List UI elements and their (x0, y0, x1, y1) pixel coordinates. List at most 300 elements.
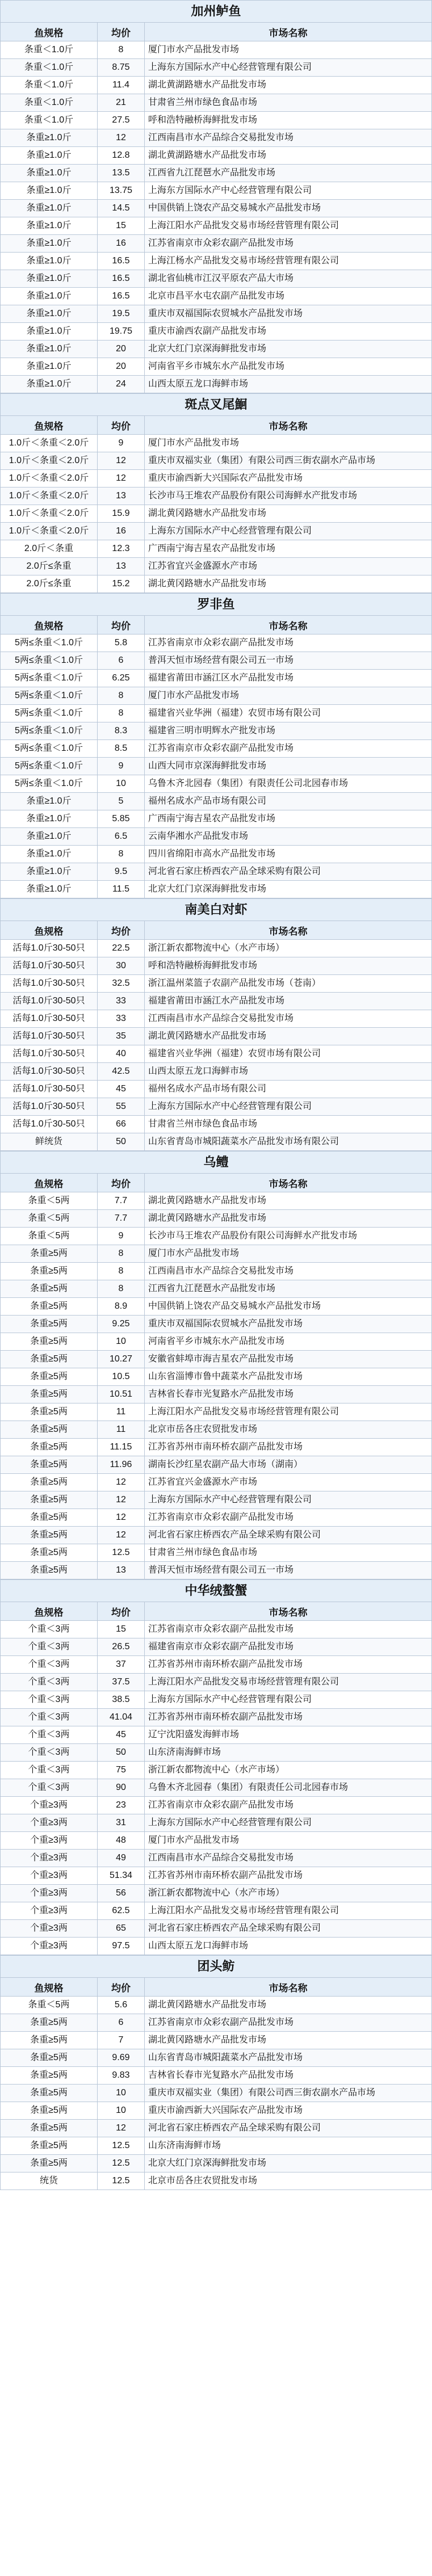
spec-cell: 条重≥1.0斤 (1, 288, 98, 305)
table-row (1, 129, 432, 147)
spec-cell: 条重≥1.0斤 (1, 846, 98, 863)
table-row (1, 112, 432, 129)
market-cell: 湖北黄冈路塘水产品批发市场 (145, 1997, 432, 2014)
market-cell: 江苏省宜兴金盛源水产市场 (145, 1474, 432, 1491)
spec-cell: 个重＜3两 (1, 1779, 98, 1797)
spec-cell: 条重≥5两 (1, 1280, 98, 1298)
market-cell: 广西南宁海吉星农产品批发市场 (145, 540, 432, 558)
market-cell: 山东济南海鲜市场 (145, 1744, 432, 1762)
market-cell: 江西南昌市水产品综合交易批发市场 (145, 1850, 432, 1867)
spec-cell: 条重≥5两 (1, 1316, 98, 1333)
price-cell: 75 (98, 1762, 145, 1779)
spec-cell: 条重＜5两 (1, 1192, 98, 1210)
table-row (1, 470, 432, 488)
spec-cell: 个重≥3两 (1, 1814, 98, 1832)
price-cell: 7 (98, 2032, 145, 2049)
spec-cell: 条重≥5两 (1, 1544, 98, 1562)
price-cell: 6.25 (98, 670, 145, 687)
table-row (1, 652, 432, 670)
price-cell: 13.5 (98, 165, 145, 182)
spec-cell: 条重≥5两 (1, 1245, 98, 1263)
price-cell: 31 (98, 1814, 145, 1832)
market-cell: 普洱天恒市场经营有限公司五一市场 (145, 1562, 432, 1579)
market-cell: 上海东方国际水产中心经营管理有限公司 (145, 1491, 432, 1509)
spec-cell: 活每1.0斤30-50只 (1, 1116, 98, 1133)
price-cell: 12 (98, 1474, 145, 1491)
spec-header: 鱼规格 (1, 1978, 98, 1997)
table-row (1, 740, 432, 758)
market-cell: 中国供销上饶农产品交易城水产品批发市场 (145, 200, 432, 217)
market-cell: 乌鲁木齐北园春（集团）有限责任公司北园春市场 (145, 1779, 432, 1797)
table-row (1, 59, 432, 77)
spec-cell: 5两≤条重＜1.0斤 (1, 758, 98, 775)
table-row (1, 863, 432, 881)
table-row (1, 1832, 432, 1850)
price-cell: 8.5 (98, 740, 145, 758)
market-cell: 江苏省南京市众彩农副产品批发市场 (145, 235, 432, 253)
market-cell: 北京市岳各庄农贸批发市场 (145, 1421, 432, 1439)
spec-cell: 活每1.0斤30-50只 (1, 1098, 98, 1116)
table-row (1, 1116, 432, 1133)
market-cell: 湖北黄冈路塘水产品批发市场 (145, 2032, 432, 2049)
market-cell: 江西南昌市水产品综合交易批发市场 (145, 1263, 432, 1280)
spec-cell: 个重＜3两 (1, 1621, 98, 1638)
table-row (1, 1709, 432, 1726)
spec-cell: 条重≥5两 (1, 2085, 98, 2102)
market-cell: 江苏省苏州市南环桥农副产品批发市场 (145, 1867, 432, 1885)
market-cell: 山东省青岛市城阳蔬菜水产品批发市场有限公司 (145, 1133, 432, 1151)
spec-cell: 条重≥1.0斤 (1, 165, 98, 182)
table-row (1, 1885, 432, 1902)
price-cell: 8 (98, 687, 145, 705)
spec-cell: 条重≥1.0斤 (1, 217, 98, 235)
price-cell: 8 (98, 705, 145, 722)
market-cell: 福建省南京市众彩农副产品批发市场 (145, 1638, 432, 1656)
table-row (1, 1263, 432, 1280)
table-row (1, 758, 432, 775)
table-row (1, 540, 432, 558)
price-cell: 12 (98, 470, 145, 488)
table-row (1, 376, 432, 393)
table-row (1, 1491, 432, 1509)
price-cell: 8 (98, 1263, 145, 1280)
price-cell: 10 (98, 2085, 145, 2102)
price-cell: 9.83 (98, 2067, 145, 2085)
market-cell: 山西太原五龙口海鲜市场 (145, 1063, 432, 1081)
spec-cell: 条重≥1.0斤 (1, 863, 98, 881)
market-cell: 北京市昌平水屯农副产品批发市场 (145, 288, 432, 305)
price-cell: 55 (98, 1098, 145, 1116)
spec-cell: 条重＜1.0斤 (1, 41, 98, 59)
spec-cell: 条重≥5两 (1, 2155, 98, 2172)
price-cell: 66 (98, 1116, 145, 1133)
spec-cell: 条重≥1.0斤 (1, 376, 98, 393)
price-table (0, 1602, 432, 1955)
price-cell: 13 (98, 558, 145, 575)
spec-cell: 个重≥3两 (1, 1797, 98, 1814)
spec-cell: 条重≥1.0斤 (1, 147, 98, 165)
market-header: 市场名称 (145, 1978, 432, 1997)
table-row (1, 165, 432, 182)
market-cell: 上海江阳水产品批发交易市场经营管理有限公司 (145, 1403, 432, 1421)
table-row (1, 634, 432, 652)
table-row (1, 1386, 432, 1403)
spec-cell: 个重＜3两 (1, 1674, 98, 1691)
price-cell: 20 (98, 358, 145, 376)
price-cell: 8 (98, 846, 145, 863)
spec-cell: 1.0斤＜条重＜2.0斤 (1, 452, 98, 470)
price-cell: 40 (98, 1045, 145, 1063)
table-row (1, 2120, 432, 2137)
market-cell: 上海东方国际水产中心经营管理有限公司 (145, 182, 432, 200)
price-table (0, 921, 432, 1151)
price-cell: 49 (98, 1850, 145, 1867)
spec-cell: 条重＜5两 (1, 1997, 98, 2014)
price-table (0, 415, 432, 593)
spec-cell: 鲜统货 (1, 1133, 98, 1151)
spec-cell: 条重＜1.0斤 (1, 77, 98, 94)
market-cell: 厦门市水产品批发市场 (145, 41, 432, 59)
price-table (0, 22, 432, 393)
spec-cell: 个重≥3两 (1, 1938, 98, 1955)
table-row (1, 41, 432, 59)
spec-cell: 条重≥5两 (1, 2049, 98, 2067)
price-header: 均价 (98, 1978, 145, 1997)
price-cell: 12 (98, 129, 145, 147)
price-cell: 33 (98, 1010, 145, 1028)
table-row (1, 1045, 432, 1063)
market-cell: 长沙市马王堆农产品股份有限公司海鲜水产批发市场 (145, 488, 432, 505)
table-row (1, 523, 432, 540)
spec-cell: 条重≥5两 (1, 2120, 98, 2137)
spec-cell: 条重≥1.0斤 (1, 358, 98, 376)
price-cell: 19.5 (98, 305, 145, 323)
spec-cell: 条重≥5两 (1, 1474, 98, 1491)
market-cell: 吉林省长春市光复路水产品批发市场 (145, 1386, 432, 1403)
price-cell: 38.5 (98, 1691, 145, 1709)
market-cell: 河北省石家庄桥西农产品全球采购有限公司 (145, 2120, 432, 2137)
market-cell: 福建省三明市明辉水产批发市场 (145, 722, 432, 740)
price-cell: 26.5 (98, 1638, 145, 1656)
market-cell: 河北省石家庄桥西农产品全球采购有限公司 (145, 1527, 432, 1544)
price-cell: 20 (98, 341, 145, 358)
price-cell: 45 (98, 1081, 145, 1098)
species-section (0, 593, 432, 898)
market-cell: 中国供销上饶农产品交易城水产品批发市场 (145, 1298, 432, 1316)
spec-cell: 条重≥1.0斤 (1, 253, 98, 270)
spec-cell: 条重≥5两 (1, 2137, 98, 2155)
spec-cell: 5两≤条重＜1.0斤 (1, 687, 98, 705)
price-cell: 12 (98, 452, 145, 470)
market-cell: 浙江新农都物流中心（水产市场） (145, 1762, 432, 1779)
table-row (1, 1298, 432, 1316)
table-row (1, 1726, 432, 1744)
price-cell: 7.7 (98, 1210, 145, 1228)
price-cell: 51.34 (98, 1867, 145, 1885)
spec-cell: 个重＜3两 (1, 1709, 98, 1726)
price-cell: 10.51 (98, 1386, 145, 1403)
price-cell: 33 (98, 993, 145, 1010)
spec-cell: 活每1.0斤30-50只 (1, 1010, 98, 1028)
price-cell: 90 (98, 1779, 145, 1797)
table-row (1, 705, 432, 722)
spec-header: 鱼规格 (1, 416, 98, 435)
market-cell: 湖北黄冈路塘水产品批发市场 (145, 1028, 432, 1045)
table-row (1, 1133, 432, 1151)
price-cell: 48 (98, 1832, 145, 1850)
price-cell: 16 (98, 523, 145, 540)
spec-cell: 条重≥1.0斤 (1, 828, 98, 846)
spec-cell: 条重≥1.0斤 (1, 129, 98, 147)
market-cell: 福建省兴业华洲（福建）农贸市场有限公司 (145, 1045, 432, 1063)
market-cell: 四川省绵阳市高水产品批发市场 (145, 846, 432, 863)
price-cell: 9 (98, 435, 145, 452)
table-row (1, 2172, 432, 2190)
species-section (0, 898, 432, 1151)
price-cell: 11.15 (98, 1439, 145, 1456)
spec-cell: 1.0斤＜条重＜2.0斤 (1, 505, 98, 523)
table-row (1, 147, 432, 165)
table-row (1, 1797, 432, 1814)
market-header: 市场名称 (145, 1602, 432, 1621)
table-row (1, 2049, 432, 2067)
price-cell: 41.04 (98, 1709, 145, 1726)
spec-cell: 条重＜1.0斤 (1, 94, 98, 112)
price-cell: 8 (98, 1280, 145, 1298)
table-row (1, 1674, 432, 1691)
price-cell: 12 (98, 1491, 145, 1509)
spec-cell: 条重≥1.0斤 (1, 341, 98, 358)
spec-cell: 条重＜1.0斤 (1, 112, 98, 129)
table-row (1, 775, 432, 793)
market-cell: 江西南昌市水产品综合交易批发市场 (145, 129, 432, 147)
table-row (1, 1403, 432, 1421)
market-cell: 山西太原五龙口海鲜市场 (145, 376, 432, 393)
price-cell: 27.5 (98, 112, 145, 129)
price-cell: 24 (98, 376, 145, 393)
spec-header: 鱼规格 (1, 1602, 98, 1621)
table-row (1, 2014, 432, 2032)
market-cell: 湖北黄冈路塘水产品批发市场 (145, 1192, 432, 1210)
price-cell: 10.5 (98, 1368, 145, 1386)
market-cell: 上海江阳水产品批发交易市场经营管理有限公司 (145, 1674, 432, 1691)
spec-cell: 个重≥3两 (1, 1867, 98, 1885)
spec-cell: 条重≥5两 (1, 1421, 98, 1439)
market-cell: 湖北黄冈路塘水产品批发市场 (145, 575, 432, 593)
table-row (1, 1351, 432, 1368)
spec-cell: 条重≥1.0斤 (1, 200, 98, 217)
market-cell: 上海东方国际水产中心经营管理有限公司 (145, 1691, 432, 1709)
table-row (1, 881, 432, 898)
table-row (1, 358, 432, 376)
table-row (1, 1938, 432, 1955)
market-cell: 重庆市双福国际农贸城水产品批发市场 (145, 305, 432, 323)
table-row (1, 1063, 432, 1081)
table-row (1, 1902, 432, 1920)
market-cell: 浙江新农都物流中心（水产市场） (145, 940, 432, 957)
spec-cell: 个重≥3两 (1, 1885, 98, 1902)
spec-cell: 条重≥5两 (1, 1351, 98, 1368)
spec-cell: 2.0斤≤条重 (1, 558, 98, 575)
price-cell: 12 (98, 2120, 145, 2137)
spec-cell: 5两≤条重＜1.0斤 (1, 634, 98, 652)
spec-cell: 个重＜3两 (1, 1638, 98, 1656)
spec-cell: 条重≥1.0斤 (1, 793, 98, 810)
market-cell: 福建省莆田市涵江区水产品批发市场 (145, 670, 432, 687)
price-cell: 12.5 (98, 2137, 145, 2155)
table-row (1, 1316, 432, 1333)
price-cell: 62.5 (98, 1902, 145, 1920)
spec-cell: 条重≥1.0斤 (1, 235, 98, 253)
table-row (1, 253, 432, 270)
market-cell: 云南华湘水产品批发市场 (145, 828, 432, 846)
table-row (1, 670, 432, 687)
spec-cell: 活每1.0斤30-50只 (1, 957, 98, 975)
market-cell: 江苏省宜兴金盛源水产市场 (145, 558, 432, 575)
market-cell: 湖南长沙红星农副产品大市场（湖南） (145, 1456, 432, 1474)
market-cell: 江苏省苏州市南环桥农副产品批发市场 (145, 1709, 432, 1726)
market-cell: 河南省平乡市城东水产品批发市场 (145, 358, 432, 376)
price-cell: 19.75 (98, 323, 145, 341)
spec-cell: 条重≥5两 (1, 1562, 98, 1579)
table-row (1, 323, 432, 341)
market-cell: 上海江杨水产品批发交易市场经营管理有限公司 (145, 253, 432, 270)
price-cell: 11.4 (98, 77, 145, 94)
table-row (1, 1456, 432, 1474)
market-cell: 北京大红门京深海鲜批发市场 (145, 341, 432, 358)
species-section (0, 1955, 432, 2190)
table-row (1, 1028, 432, 1045)
table-row (1, 1368, 432, 1386)
price-cell: 16.5 (98, 288, 145, 305)
price-cell: 16.5 (98, 270, 145, 288)
table-row (1, 1081, 432, 1098)
table-row (1, 1656, 432, 1674)
market-header: 市场名称 (145, 416, 432, 435)
spec-header: 鱼规格 (1, 921, 98, 940)
table-row (1, 1744, 432, 1762)
price-cell: 45 (98, 1726, 145, 1744)
price-header: 均价 (98, 1174, 145, 1192)
price-cell: 12.5 (98, 2155, 145, 2172)
spec-cell: 个重＜3两 (1, 1726, 98, 1744)
price-cell: 12.8 (98, 147, 145, 165)
table-row (1, 1867, 432, 1885)
table-row (1, 1920, 432, 1938)
price-cell: 13 (98, 1562, 145, 1579)
price-cell: 15 (98, 217, 145, 235)
table-row (1, 1762, 432, 1779)
price-cell: 5.85 (98, 810, 145, 828)
table-row (1, 1527, 432, 1544)
price-cell: 30 (98, 957, 145, 975)
header-row (1, 23, 432, 41)
spec-cell: 5两≤条重＜1.0斤 (1, 775, 98, 793)
table-row (1, 2067, 432, 2085)
table-row (1, 1638, 432, 1656)
table-row (1, 1192, 432, 1210)
table-row (1, 1210, 432, 1228)
price-cell: 23 (98, 1797, 145, 1814)
table-row (1, 1421, 432, 1439)
price-cell: 8.3 (98, 722, 145, 740)
price-cell: 32.5 (98, 975, 145, 993)
market-cell: 重庆市渝西新大兴国际农产品批发市场 (145, 470, 432, 488)
table-row (1, 1228, 432, 1245)
market-cell: 长沙市马王堆农产品股份有限公司海鲜水产批发市场 (145, 1228, 432, 1245)
table-row (1, 341, 432, 358)
table-row (1, 452, 432, 470)
market-cell: 重庆市双福国际农贸城水产品批发市场 (145, 1316, 432, 1333)
price-cell: 50 (98, 1744, 145, 1762)
spec-cell: 2.0斤＜条重 (1, 540, 98, 558)
table-row (1, 1098, 432, 1116)
spec-cell: 条重≥5两 (1, 1527, 98, 1544)
price-cell: 9.25 (98, 1316, 145, 1333)
price-cell: 5.8 (98, 634, 145, 652)
price-cell: 37 (98, 1656, 145, 1674)
spec-cell: 条重≥5两 (1, 1368, 98, 1386)
price-cell: 65 (98, 1920, 145, 1938)
spec-cell: 5两≤条重＜1.0斤 (1, 652, 98, 670)
species-section (0, 1579, 432, 1955)
price-cell: 37.5 (98, 1674, 145, 1691)
header-row (1, 416, 432, 435)
market-cell: 重庆市渝西农副产品批发市场 (145, 323, 432, 341)
table-row (1, 1245, 432, 1263)
market-cell: 广西南宁海吉星农产品批发市场 (145, 810, 432, 828)
price-cell: 12.5 (98, 2172, 145, 2190)
spec-header: 鱼规格 (1, 1174, 98, 1192)
spec-cell: 1.0斤＜条重＜2.0斤 (1, 435, 98, 452)
table-row (1, 1562, 432, 1579)
header-row (1, 921, 432, 940)
market-cell: 厦门市水产品批发市场 (145, 435, 432, 452)
table-row (1, 810, 432, 828)
table-row (1, 1779, 432, 1797)
table-row (1, 846, 432, 863)
table-row (1, 1509, 432, 1527)
spec-cell: 个重＜3两 (1, 1656, 98, 1674)
market-cell: 北京大红门京深海鲜批发市场 (145, 2155, 432, 2172)
market-cell: 福建省兴业华洲（福建）农贸市场有限公司 (145, 705, 432, 722)
table-row (1, 687, 432, 705)
spec-cell: 活每1.0斤30-50只 (1, 940, 98, 957)
market-cell: 上海东方国际水产中心经营管理有限公司 (145, 523, 432, 540)
market-cell: 北京大红门京深海鲜批发市场 (145, 881, 432, 898)
market-cell: 重庆市渝西新大兴国际农产品批发市场 (145, 2102, 432, 2120)
spec-cell: 条重≥1.0斤 (1, 305, 98, 323)
market-cell: 江苏省苏州市南环桥农副产品批发市场 (145, 1656, 432, 1674)
price-cell: 15.9 (98, 505, 145, 523)
table-row (1, 488, 432, 505)
spec-cell: 条重≥5两 (1, 1403, 98, 1421)
spec-cell: 条重＜5两 (1, 1210, 98, 1228)
market-header: 市场名称 (145, 616, 432, 634)
table-row (1, 957, 432, 975)
market-cell: 厦门市水产品批发市场 (145, 1832, 432, 1850)
market-cell: 山西太原五龙口海鲜市场 (145, 1938, 432, 1955)
spec-cell: 条重≥5两 (1, 1491, 98, 1509)
table-row (1, 270, 432, 288)
spec-cell: 活每1.0斤30-50只 (1, 975, 98, 993)
price-cell: 11 (98, 1421, 145, 1439)
market-cell: 厦门市水产品批发市场 (145, 687, 432, 705)
market-cell: 湖北黄冈路塘水产品批发市场 (145, 505, 432, 523)
spec-cell: 条重≥5两 (1, 1439, 98, 1456)
table-row (1, 828, 432, 846)
spec-cell: 个重≥3两 (1, 1902, 98, 1920)
